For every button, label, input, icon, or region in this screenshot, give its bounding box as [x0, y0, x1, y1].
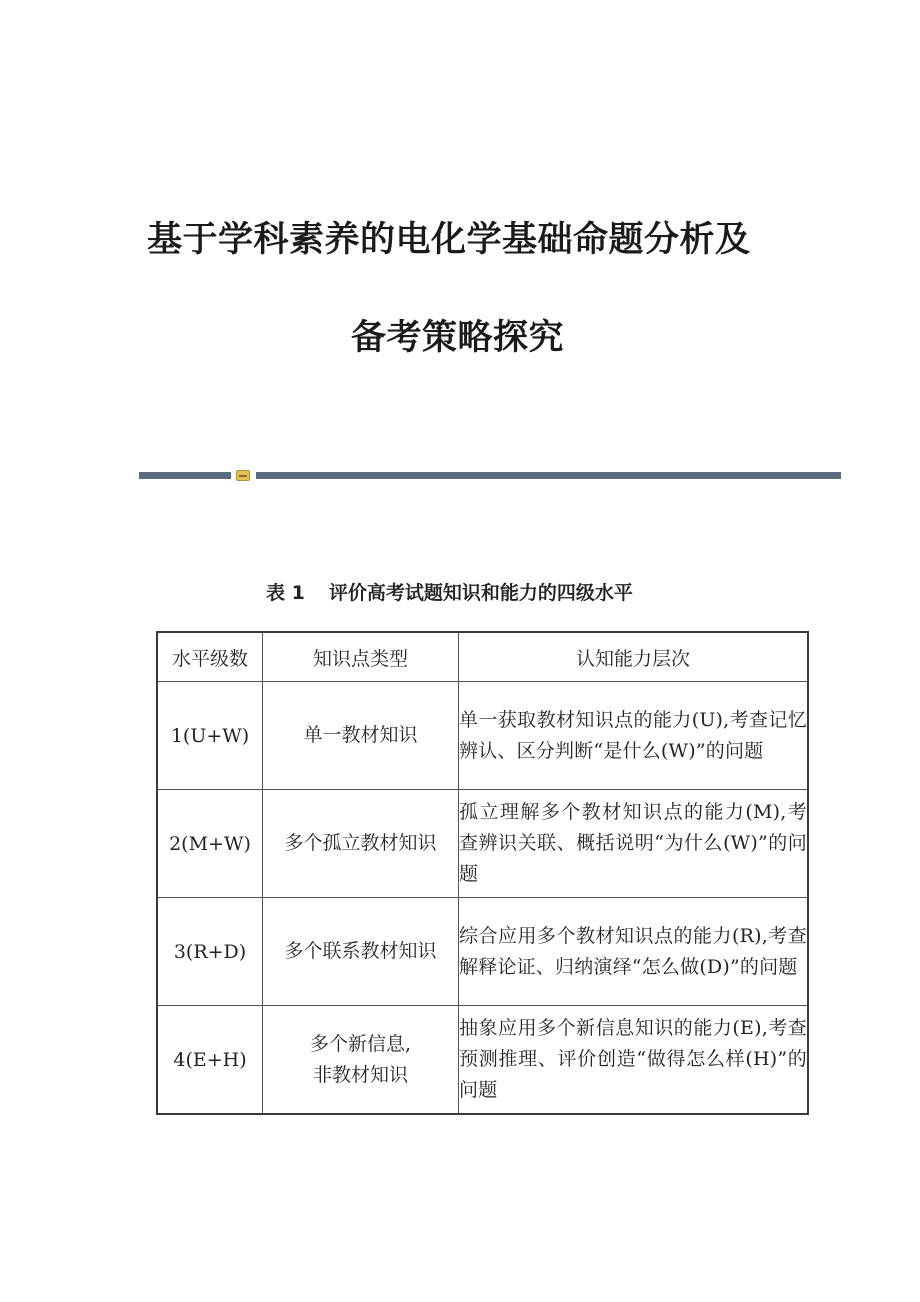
cell-level: 4(E+H) — [157, 1006, 263, 1115]
cell-knowledge-type-line: 单一教材知识 — [303, 724, 418, 746]
cell-knowledge-type-line: 多个联系教材知识 — [284, 940, 437, 962]
cell-cognitive-ability: 孤立理解多个教材知识点的能力(M),考查辨识关联、概括说明“为什么(W)”的问题 — [459, 790, 809, 898]
cell-knowledge-type — [263, 682, 459, 790]
cell-knowledge-type — [263, 1006, 459, 1115]
cell-level: 2(M+W) — [157, 790, 263, 898]
section-divider — [139, 470, 841, 482]
header-level: 水平级数 — [157, 632, 263, 682]
levels-table — [156, 631, 809, 1115]
cell-level: 1(U+W) — [157, 682, 263, 790]
table-caption — [266, 578, 633, 605]
cell-knowledge-type — [263, 898, 459, 1006]
cell-cognitive-ability: 抽象应用多个新信息知识的能力(E),考查预测推理、评价创造“做得怎么样(H)”的问题 — [459, 1006, 809, 1115]
cell-knowledge-type-line: 多个新信息, — [309, 1032, 412, 1055]
cell-cognitive-ability: 综合应用多个教材知识点的能力(R),考查解释论证、归纳演绎“怎么做(D)”的问题 — [459, 898, 809, 1006]
header-cognitive-ability: 认知能力层次 — [459, 632, 809, 682]
cell-knowledge-type-line: 多个孤立教材知识 — [284, 832, 437, 854]
table-row — [157, 1006, 808, 1115]
cell-knowledge-type — [263, 790, 459, 898]
table-row — [157, 898, 808, 1006]
divider-badge-icon — [236, 470, 250, 481]
document-title-line-2: 备考策略探究 — [351, 317, 565, 358]
cell-knowledge-type-line: 非教材知识 — [312, 1063, 408, 1086]
header-knowledge-type: 知识点类型 — [263, 632, 459, 682]
document-title-line-1: 基于学科素养的电化学基础命题分析及 — [147, 219, 751, 260]
table-caption-number: 表 1 — [266, 582, 305, 604]
table-row — [157, 790, 808, 898]
table-header-row — [157, 632, 808, 682]
table-row — [157, 682, 808, 790]
divider-bar-right — [256, 472, 841, 479]
cell-cognitive-ability: 单一获取教材知识点的能力(U),考查记忆辨认、区分判断“是什么(W)”的问题 — [459, 682, 809, 790]
cell-level: 3(R+D) — [157, 898, 263, 1006]
table-caption-text: 评价高考试题知识和能力的四级水平 — [328, 582, 633, 604]
divider-bar-left — [139, 472, 231, 479]
